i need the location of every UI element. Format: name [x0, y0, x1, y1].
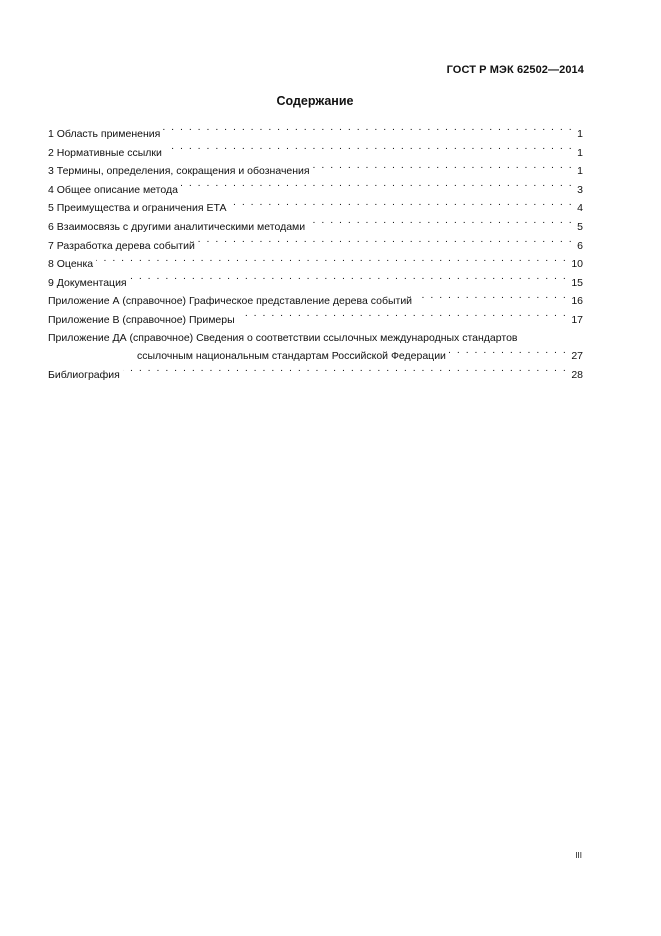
toc-leader — [415, 292, 567, 304]
toc-item-label: 8 Оценка — [48, 258, 94, 271]
toc-item-page: 1 — [577, 128, 583, 140]
toc-leader — [130, 274, 568, 286]
toc-item-page: 3 — [577, 183, 583, 196]
toc-item-page: 10 — [571, 258, 583, 271]
toc-item-label: 6 Взаимосвязь с другими аналитическими методами — [48, 220, 306, 233]
toc-item-label: 2 Нормативные ссылки — [48, 146, 162, 159]
toc-item-label: 1 Область применения — [48, 128, 161, 140]
toc-leader — [181, 181, 573, 193]
toc-title: Содержание — [276, 94, 354, 108]
toc-leader — [238, 311, 568, 323]
toc-leader — [230, 199, 574, 211]
toc-item-evaluation[interactable] — [48, 255, 583, 274]
toc-item-page: 6 — [577, 239, 583, 252]
toc-item-label: 5 Преимущества и ограничения ЕТА — [48, 202, 227, 215]
toc-item-page: 17 — [571, 313, 583, 326]
toc-item-label: 7 Разработка дерева событий — [48, 239, 195, 252]
toc-item-page: 5 — [577, 220, 583, 233]
toc-item-page: 27 — [571, 350, 583, 363]
toc-leader — [96, 255, 567, 267]
toc-item-page: 15 — [571, 276, 583, 289]
toc-item-page: 4 — [577, 202, 583, 215]
toc-item-event-tree-development[interactable] — [48, 237, 583, 256]
toc-item-advantages[interactable] — [48, 199, 583, 218]
toc-item-terms[interactable] — [48, 162, 583, 181]
toc-item-label: 3 Термины, определения, сокращения и обозначения — [48, 165, 310, 178]
toc-leader — [123, 366, 567, 378]
toc-item-annex-a[interactable] — [48, 292, 583, 311]
toc-item-page: 1 — [577, 146, 583, 159]
table-of-contents — [48, 125, 583, 384]
toc-item-annex-b[interactable] — [48, 311, 583, 330]
toc-item-label: Приложение ДА (справочное) Сведения о соответствии ссылочных международных стандартов — [48, 331, 518, 344]
toc-leader — [165, 144, 573, 156]
page-number: III — [575, 851, 582, 860]
toc-item-page: 28 — [571, 368, 583, 381]
toc-leader — [313, 162, 574, 174]
toc-item-label: Приложение А (справочное) Графическое представление дерева событий — [48, 295, 413, 308]
toc-item-annex-da-continuation[interactable] — [48, 347, 583, 366]
toc-item-bibliography[interactable] — [48, 366, 583, 385]
document-header: ГОСТ Р МЭК 62502—2014 — [446, 64, 584, 76]
toc-item-label: 9 Документация — [48, 276, 127, 289]
toc-item-normative-references[interactable] — [48, 144, 583, 163]
toc-item-relationship[interactable] — [48, 218, 583, 237]
toc-item-scope[interactable] — [48, 125, 583, 144]
toc-leader — [449, 347, 567, 359]
toc-item-annex-da[interactable] — [48, 330, 583, 348]
toc-item-page: 16 — [571, 295, 583, 308]
toc-item-label: Библиография — [48, 368, 120, 381]
toc-item-label: Приложение В (справочное) Примеры — [48, 313, 235, 326]
toc-leader — [163, 125, 573, 137]
toc-item-label: 4 Общее описание метода — [48, 183, 178, 196]
toc-item-documentation[interactable] — [48, 274, 583, 293]
toc-item-page: 1 — [577, 165, 583, 178]
toc-item-label-continuation: ссылочным национальным стандартам Российской Федерации — [137, 350, 446, 363]
toc-leader — [308, 218, 573, 230]
toc-item-method-description[interactable] — [48, 181, 583, 200]
toc-leader — [198, 237, 573, 249]
